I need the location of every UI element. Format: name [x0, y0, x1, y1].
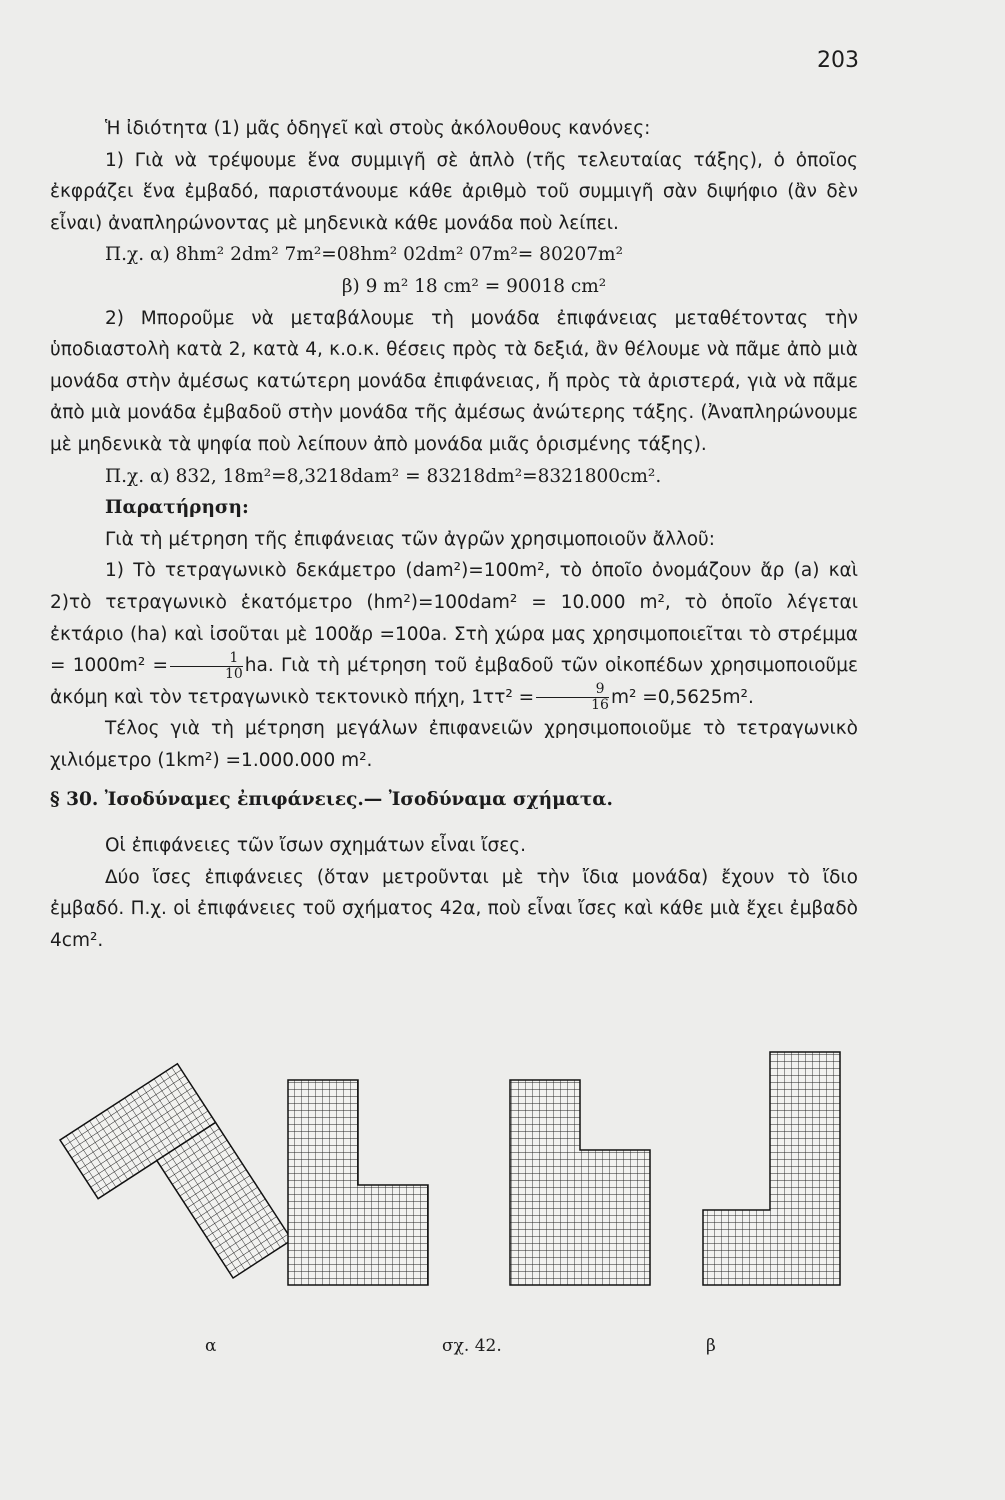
example-1a: Π.χ. α) 8hm² 2dm² 7m²=08hm² 02dm² 07m²= 80207m²: [105, 244, 623, 266]
paragraph-units: [50, 555, 858, 713]
paragraph-equal-shapes: Οἱ ἐπιφάνειες τῶν ἴσων σχημάτων εἶναι ἴσες.: [105, 835, 526, 857]
shape-a2: [288, 1080, 428, 1285]
paragraph-rule-2: 2) Μποροῦμε νὰ μεταβάλουμε τὴ μονάδα ἐπιφάνειας μεταθέτοντας τὴν ὑποδιαστολὴ κατὰ 2, κατὰ 4, κ.ο.κ. θέσεις πρὸς τὰ δεξιά, ἂν θέλουμε νὰ πᾶμε ἀπὸ μιὰ μονάδα στὴν ἀμέσως κατώτερη μονάδα ἐπιφάνειας, ἤ πρὸς τὰ ἀριστερά, γιὰ νὰ πᾶμε ἀπὸ μιὰ μονάδα ἐμβαδοῦ στὴν μονάδα τῆς ἀμέσως ἀνώτερης τάξης. (Ἀναπληρώνουμε μὲ μηδενικὰ τὰ ψηφία ποὺ λείπουν ἀπὸ μονάδα μιᾶς ὁρισμένης τάξης).: [50, 307, 858, 455]
shape-a3: [510, 1080, 650, 1285]
shape-b: [703, 1052, 840, 1285]
label-beta: β: [706, 1336, 716, 1356]
figure-caption: σχ. 42.: [442, 1336, 502, 1356]
paragraph-equal-surfaces: Δύο ἴσες ἐπιφάνειες (ὅταν μετροῦνται μὲ τὴν ἴδια μονάδα) ἔχουν τὸ ἴδιο ἐμβαδό. Π.χ. οἱ ἐπιφάνειες τοῦ σχήματος 42α, ποὺ εἶναι ἴσες καὶ κάθε μιὰ ἔχει ἐμβαδὸ 4cm².: [50, 866, 858, 951]
paragraph-note: Γιὰ τὴ μέτρηση τῆς ἐπιφάνειας τῶν ἀγρῶν χρησιμοποιοῦν ἄλλοῦ:: [105, 528, 715, 550]
body-text: [50, 113, 858, 956]
fraction-nine-sixteenths: $\frac{9}{16}$: [536, 682, 609, 713]
page-number: 203: [817, 48, 859, 73]
units-text: 1) Τὸ τετραγωνικὸ δεκάμετρο (dam²)=100m², τὸ ὁποῖο ὀνομάζουν ἄρ (a) καὶ 2)τὸ τετραγωνικὸ ἑκατόμετρο (hm²)=100dam² = 10.000 m², τὸ ὁποῖο λέγεται ἐκτάριο (ha) καὶ ἰσοῦται μὲ 100ἄρ =100a. Στὴ χώρα μας χρησιμοποιεῖται τὸ στρέμμα = 1000m² =: [50, 560, 858, 677]
units-text-end: m² =0,5625m².: [610, 686, 754, 708]
paragraph-intro: Ἡ ἰδιότητα (1) μᾶς ὁδηγεῖ καὶ στοὺς ἀκόλουθους κανόνες:: [105, 118, 651, 139]
shape-a1: [60, 1064, 292, 1316]
note-title: Παρατήρηση:: [105, 497, 249, 519]
fraction-one-tenth: $\frac{1}{10}$: [170, 651, 243, 682]
paragraph-rule-1: 1) Γιὰ νὰ τρέψουμε ἕνα συμμιγῆ σὲ ἁπλὸ (τῆς τελευταίας τάξης), ὁ ὁποῖος ἐκφράζει ἕνα ἐμβαδό, παριστάνουμε κάθε ἀριθμὸ τοῦ συμμιγῆ σὰν διψήφιο (ἂν δὲν εἶναι) ἀναπληρώνοντας μὲ μηδενικὰ κάθε μονάδα ποὺ λείπει.: [50, 149, 858, 234]
label-alpha: α: [205, 1336, 217, 1356]
figure-42-drawing: [0, 1040, 1005, 1370]
figure-42: [0, 1040, 1005, 1370]
section-heading: § 30. Ἰσοδύναμες ἐπιφάνειες.— Ἰσοδύναμα σχήματα.: [50, 789, 613, 811]
example-2: Π.χ. α) 832, 18m²=8,3218dam² = 83218dm²=8321800cm².: [105, 465, 662, 487]
paragraph-km: Τέλος γιὰ τὴ μέτρηση μεγάλων ἐπιφανειῶν χρησιμοποιοῦμε τὸ τετραγωνικὸ χιλιόμετρο (1km²) =1.000.000 m².: [50, 718, 858, 771]
example-1b: β) 9 m² 18 cm² = 90018 cm²: [341, 275, 607, 297]
units-text-cont: ha. Γιὰ τὴ μέτρηση τοῦ ἐμβαδοῦ τῶν οἰκοπέδων χρησιμοποιοῦμε ἀκόμη καὶ τὸν τετραγωνικὸ τεκτονικὸ πήχη, 1ττ² =: [50, 655, 858, 708]
